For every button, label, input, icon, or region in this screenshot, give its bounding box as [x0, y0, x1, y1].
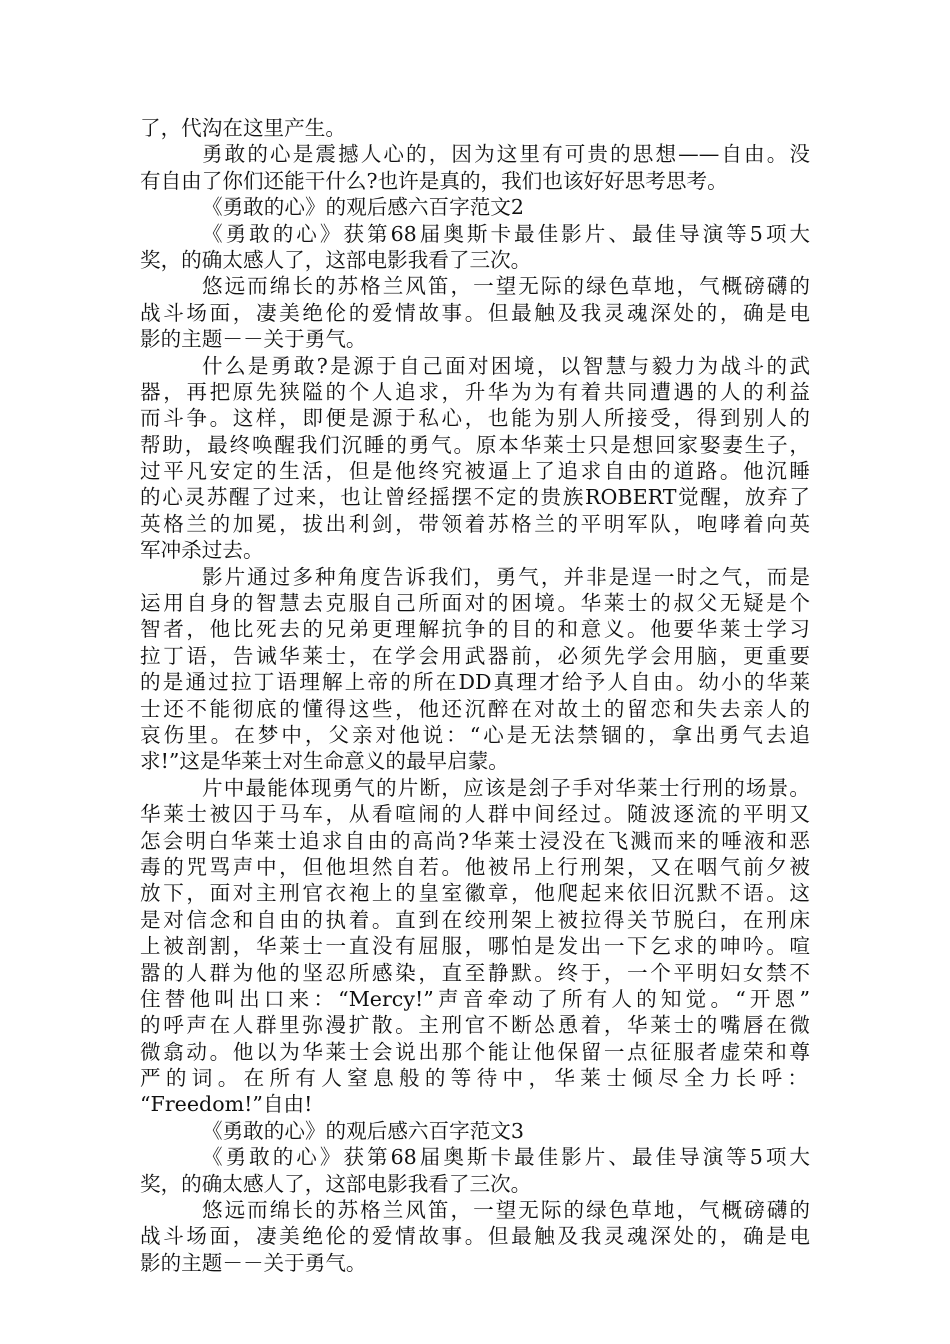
text-line: 器，再把原先狭隘的个人追求，升华为为有着共同遭遇的人的利益 — [140, 379, 810, 404]
text-line: 片中最能体现勇气的片断，应该是刽子手对华莱士行刑的场景。 — [202, 775, 810, 800]
text-line: “Freedom!”自由! — [140, 1092, 313, 1117]
text-line: 严的词。在所有人窒息般的等待中，华莱士倾尽全力长呼： — [140, 1066, 810, 1091]
text-line: 是对信念和自由的执着。直到在绞刑架上被拉得关节脱臼，在刑床 — [140, 907, 810, 932]
text-line: 战斗场面，凄美绝伦的爱情故事。但最触及我灵魂深处的，确是电 — [140, 300, 810, 325]
text-line: 过平凡安定的生活，但是他终究被逼上了追求自由的道路。他沉睡 — [140, 459, 810, 484]
text-line: 放下，面对主刑官衣袍上的皇室徽章，他爬起来依旧沉默不语。这 — [140, 881, 810, 906]
text-line: 英格兰的加冕，拔出利剑，带领着苏格兰的平明军队，咆哮着向英 — [140, 511, 810, 536]
text-line: 有自由了你们还能干什么?也许是真的，我们也该好好思考思考。 — [140, 168, 728, 193]
text-line: 而斗争。这样，即便是源于私心，也能为别人所接受，得到别人的 — [140, 406, 810, 431]
document-body — [140, 115, 810, 1276]
text-line: 住替他叫出口来：“Mercy!”声音牵动了所有人的知觉。“开恩” — [140, 986, 810, 1011]
text-line: 军冲杀过去。 — [140, 538, 264, 563]
text-line: 毒的咒骂声中，但他坦然自若。他被吊上行刑架，又在咽气前夕被 — [140, 854, 810, 879]
text-line: 运用自身的智慧去克服自己所面对的困境。华莱士的叔父无疑是个 — [140, 591, 810, 616]
text-line: 上被剖割，华莱士一直没有屈服，哪怕是发出一下乞求的呻吟。喧 — [140, 934, 810, 959]
text-line: 的是通过拉丁语理解上帝的所在DD真理才给予人自由。幼小的华莱 — [140, 670, 810, 695]
text-line: 什么是勇敢?是源于自己面对困境，以智慧与毅力为战斗的武 — [202, 353, 810, 378]
text-line: 的呼声在人群里弥漫扩散。主刑官不断怂恿着，华莱士的嘴唇在微 — [140, 1013, 810, 1038]
text-line: 影的主题－－关于勇气。 — [140, 1250, 367, 1275]
section-heading: 《勇敢的心》的观后感六百字范文2 — [202, 195, 525, 220]
text-line: 哀伤里。在梦中，父亲对他说：“心是无法禁锢的，拿出勇气去追 — [140, 722, 810, 747]
text-line: 悠远而绵长的苏格兰风笛，一望无际的绿色草地，气概磅礴的 — [202, 274, 810, 299]
text-line: 《勇敢的心》获第68届奥斯卡最佳影片、最佳导演等5项大 — [202, 221, 810, 246]
text-line: 怎会明白华莱士追求自由的高尚?华莱士浸没在飞溅而来的唾液和恶 — [140, 828, 810, 853]
text-line: 影片通过多种角度告诉我们，勇气，并非是逞一时之气，而是 — [202, 564, 810, 589]
section-heading: 《勇敢的心》的观后感六百字范文3 — [202, 1118, 525, 1143]
text-line: 奖，的确太感人了，这部电影我看了三次。 — [140, 1171, 532, 1196]
text-line: 微翕动。他以为华莱士会说出那个能让他保留一点征服者虚荣和尊 — [140, 1039, 810, 1064]
text-line: 的心灵苏醒了过来，也让曾经摇摆不定的贵族ROBERT觉醒，放弃了 — [140, 485, 810, 510]
text-line: 了，代沟在这里产生。 — [140, 116, 346, 140]
text-line: 奖，的确太感人了，这部电影我看了三次。 — [140, 247, 532, 272]
text-line: 《勇敢的心》获第68届奥斯卡最佳影片、最佳导演等5项大 — [202, 1145, 810, 1170]
text-line: 帮助，最终唤醒我们沉睡的勇气。原本华莱士只是想回家娶妻生子， — [140, 432, 810, 457]
text-line: 影的主题－－关于勇气。 — [140, 327, 367, 352]
text-line: 拉丁语，告诫华莱士，在学会用武器前，必须先学会用脑，更重要 — [140, 643, 810, 668]
text-line: 华莱士被囚于马车，从看喧闹的人群中间经过。随波逐流的平明又 — [140, 802, 810, 827]
text-line: 悠远而绵长的苏格兰风笛，一望无际的绿色草地，气概磅礴的 — [202, 1198, 810, 1223]
text-line: 士还不能彻底的懂得这些，他还沉醉在对故土的留恋和失去亲人的 — [140, 696, 810, 721]
text-line: 战斗场面，凄美绝伦的爱情故事。但最触及我灵魂深处的，确是电 — [140, 1224, 810, 1249]
text-line: 勇敢的心是震撼人心的，因为这里有可贵的思想——自由。没 — [202, 142, 810, 167]
text-line: 求!”这是华莱士对生命意义的最早启蒙。 — [140, 749, 509, 774]
text-line: 嚣的人群为他的坚忍所感染，直至静默。终于，一个平明妇女禁不 — [140, 960, 810, 985]
text-line: 智者，他比死去的兄弟更理解抗争的目的和意义。他要华莱士学习 — [140, 617, 810, 642]
